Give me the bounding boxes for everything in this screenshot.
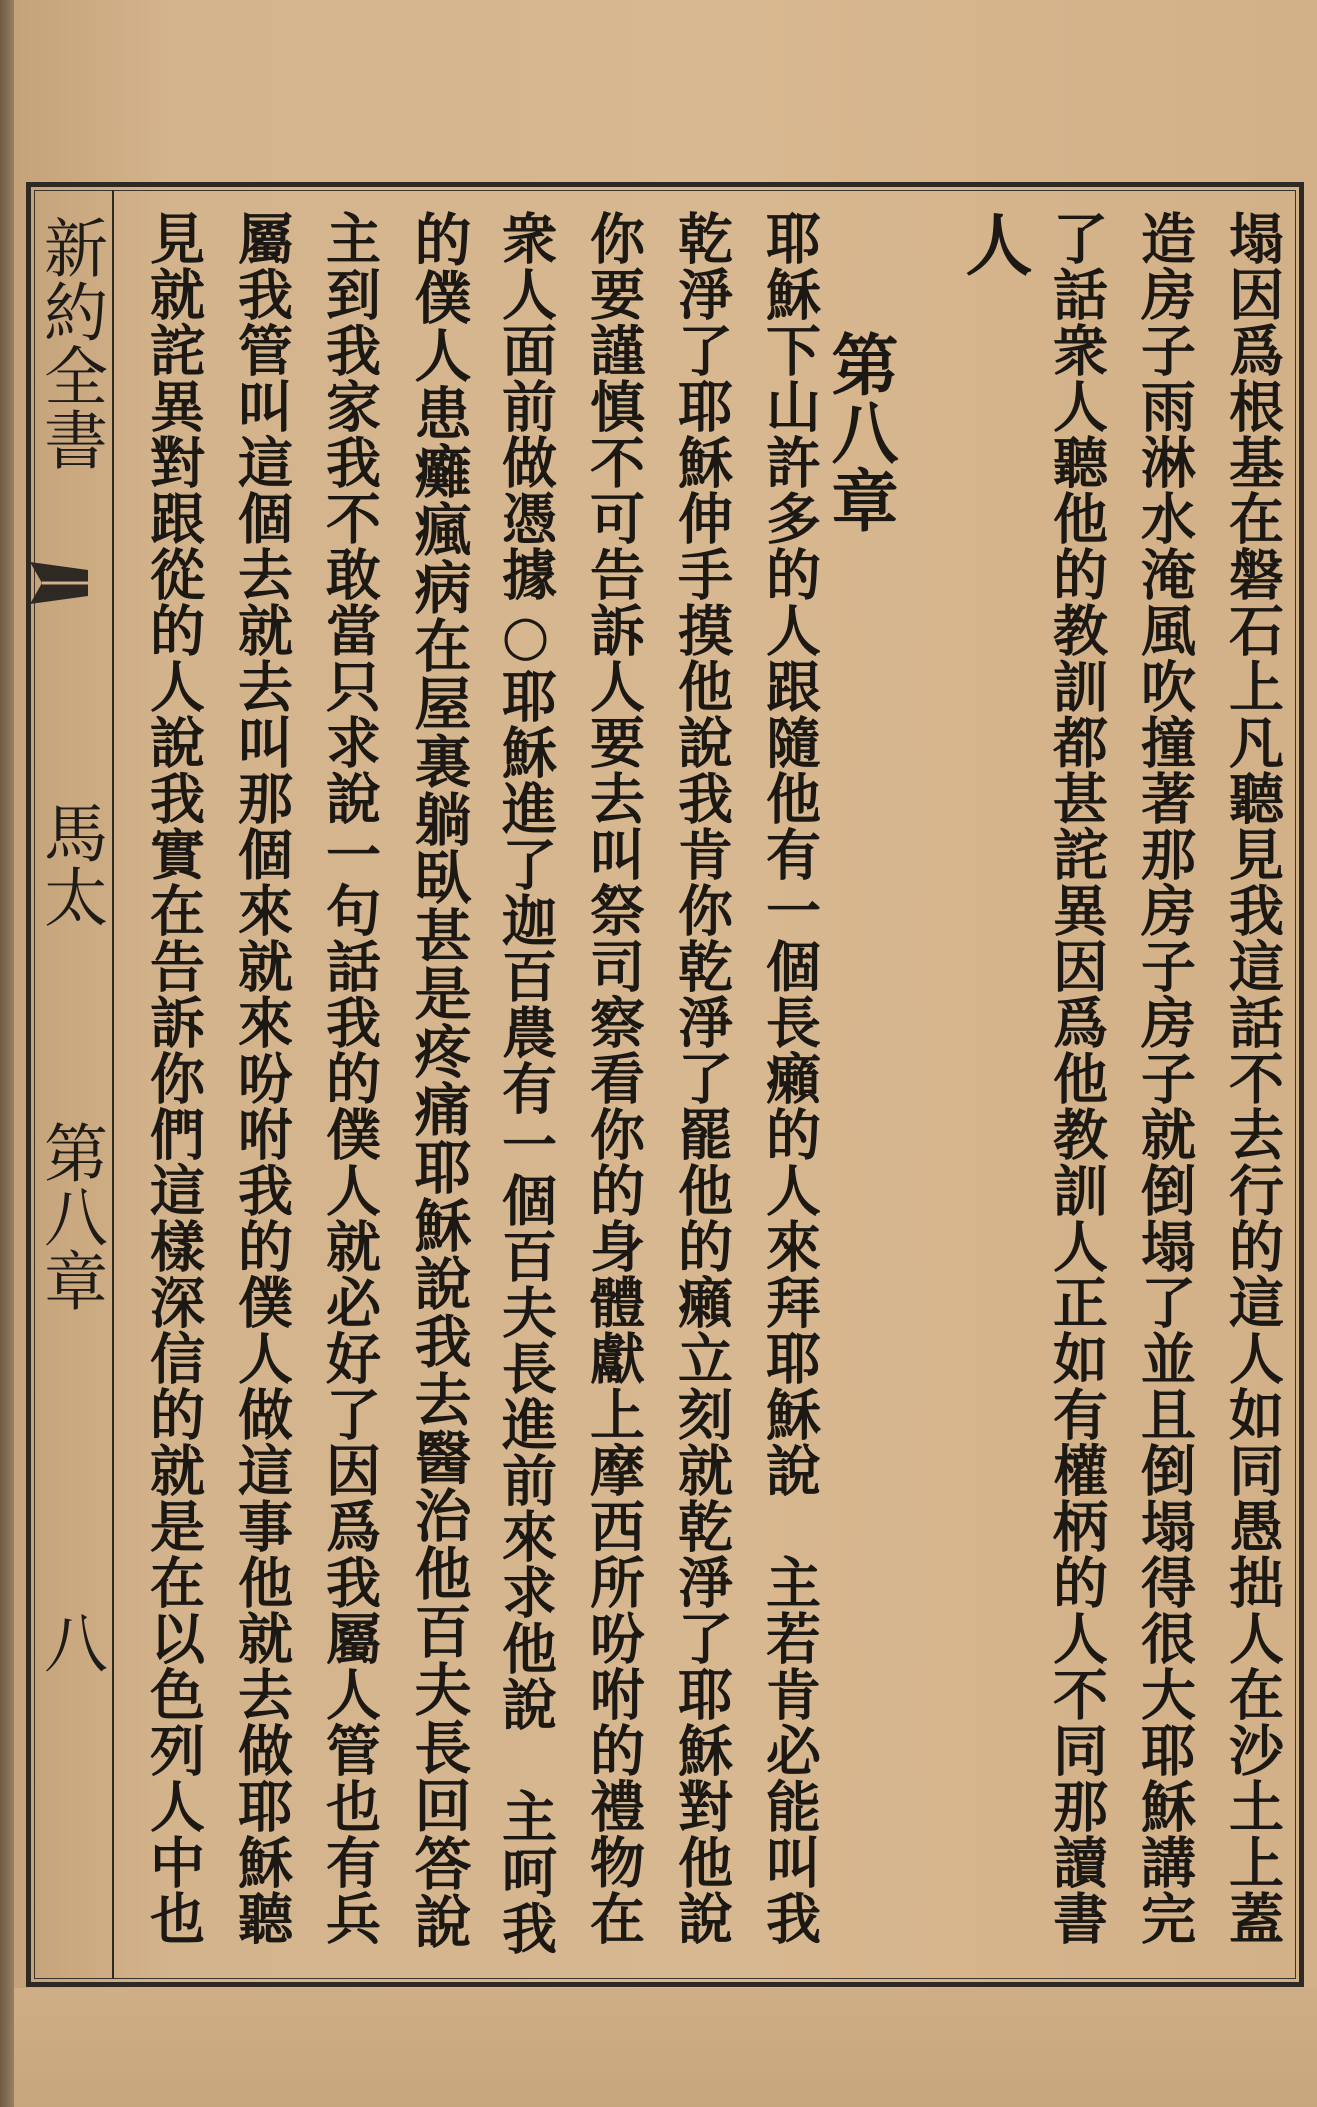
text-column-10: 的僕人患癱瘋病在屋裏躺臥甚是疼痛耶穌說我去醫治他百夫長回答說 <box>405 210 472 1950</box>
text-column-7: 乾淨了耶穌伸手摸他說我肯你乾淨了罷他的癩立刻就乾淨了耶穌對他說 <box>669 210 734 1946</box>
chapter-heading-margin: 第八章 <box>33 1120 107 1312</box>
text-column-11: 主到我家我不敢當只求說一句話我的僕人就必好了因爲我屬人管也有兵 <box>317 210 382 1946</box>
margin-column-rule <box>112 190 114 1979</box>
section-name: 馬太 <box>33 800 107 928</box>
text-column-4: 人 <box>955 210 1034 278</box>
page-number: 八 <box>33 1610 107 1674</box>
text-column-6: 耶穌下山許多的人跟隨他有一個長癩的人來拜耶穌說 主若肯必能叫我 <box>757 210 822 1946</box>
text-column-8: 你要謹慎不可告訴人要去叫祭司察看你的身體獻上摩西所吩咐的禮物在 <box>581 210 646 1946</box>
text-column-9: 衆人面前做憑據○耶穌進了迦百農有一個百夫長進前來求他說 主呵我 <box>493 210 558 1956</box>
text-column-2: 造房子雨淋水淹風吹撞著那房子房子就倒塌了並且倒塌得很大耶穌講完 <box>1132 210 1197 1946</box>
text-column-13: 見就詫異對跟從的人說我實在告訴你們這樣深信的就是在以色列人中也 <box>141 210 206 1946</box>
text-column-1: 塌因爲根基在磐石上凡聽見我這話不去行的這人如同愚拙人在沙土上蓋 <box>1220 210 1285 1946</box>
fish-tail-ornament-icon <box>28 560 90 606</box>
text-column-3: 了話衆人聽他的教訓都甚詫異因爲他教訓人正如有權柄的人不同那讀書 <box>1044 210 1109 1946</box>
page-bottom-margin <box>14 1988 1317 2107</box>
text-column-12: 屬我管叫這個去就去叫那個來就來吩咐我的僕人做這事他就去做耶穌聽 <box>229 210 294 1946</box>
chapter-heading: 第八章 <box>821 330 900 534</box>
book-title: 新約全書 <box>33 215 107 471</box>
